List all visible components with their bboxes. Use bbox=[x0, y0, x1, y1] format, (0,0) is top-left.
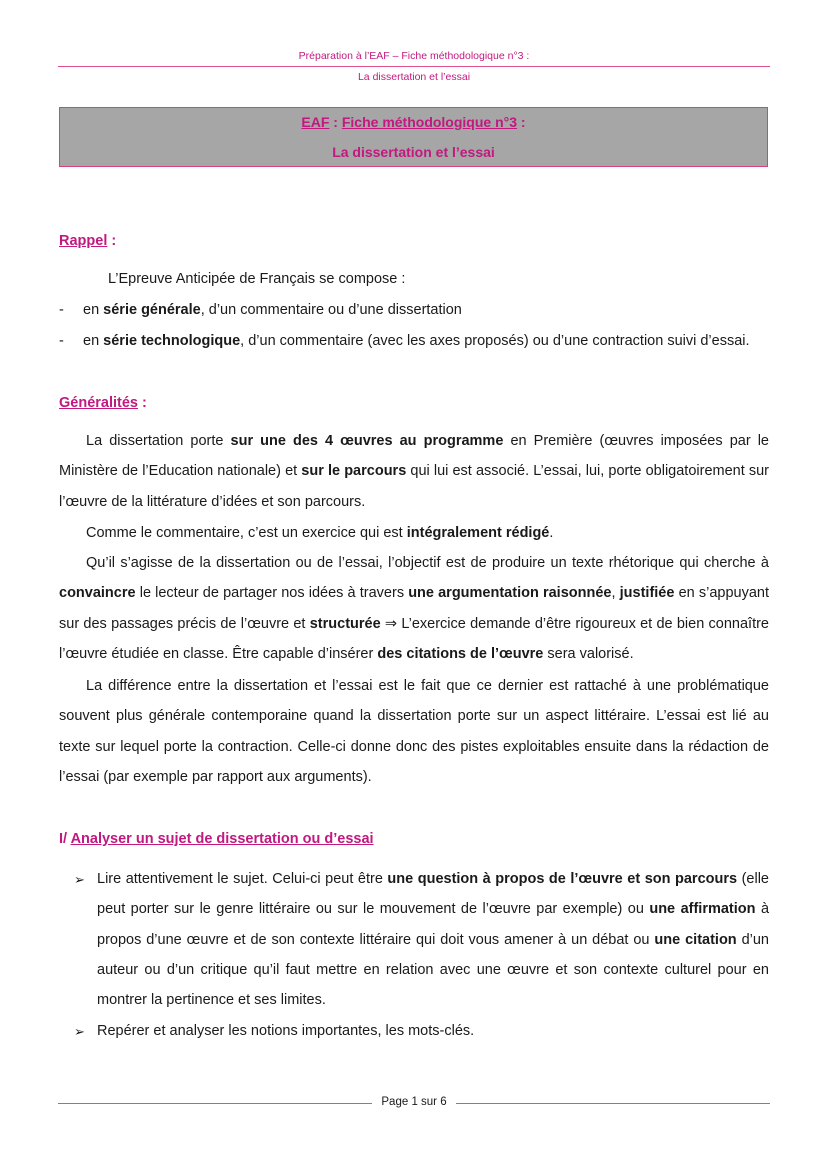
bold-run: sur le parcours bbox=[301, 463, 407, 480]
section1-bullet-2: Repérer et analyser les notions importantes, les mots-clés. bbox=[97, 1023, 475, 1039]
running-header-line1: Préparation à l’EAF – Fiche méthodologique n°3 : bbox=[298, 50, 530, 62]
generalites-heading-text: Généralités bbox=[59, 395, 138, 411]
title-sep: : bbox=[329, 114, 342, 130]
bold-run: justifiée bbox=[619, 585, 675, 602]
bold-run: convaincre bbox=[59, 585, 136, 602]
section1-heading bbox=[59, 831, 374, 847]
title-fiche: Fiche méthodologique n°3 bbox=[341, 114, 518, 130]
title-box bbox=[59, 107, 768, 167]
text-run: Comme le commentaire, c’est un exercice qui est bbox=[86, 525, 407, 541]
title-line2: La dissertation et l’essai bbox=[332, 144, 495, 160]
bold-run: structurée bbox=[309, 615, 381, 632]
page-footer bbox=[0, 1096, 828, 1108]
bold-run: une question à propos de l’œuvre et son parcours bbox=[387, 871, 738, 887]
rappel-heading-colon: : bbox=[107, 233, 117, 249]
text-run: sera valorisé. bbox=[543, 645, 634, 662]
rappel-item bbox=[83, 302, 462, 318]
text-run: , bbox=[611, 585, 620, 602]
title-line1 bbox=[60, 112, 767, 132]
generalites-paragraph-2 bbox=[59, 518, 769, 548]
bold-run: une citation bbox=[654, 931, 737, 948]
rappel-intro: L’Epreuve Anticipée de Français se compose : bbox=[108, 271, 406, 287]
arrow-bullet-icon: ➢ bbox=[74, 1024, 85, 1039]
generalites-paragraph-1 bbox=[59, 426, 769, 517]
text-run: le lecteur de partager nos idées à travers bbox=[135, 585, 409, 602]
text-run: en s’appuyant sur des passages précis de l’œuvre et bbox=[59, 585, 769, 632]
section1-number: I/ bbox=[59, 831, 71, 847]
rappel-item-pre: en bbox=[83, 302, 104, 318]
text-run: . bbox=[549, 525, 554, 541]
bold-run: des citations de l’œuvre bbox=[377, 645, 544, 662]
header-rule bbox=[58, 66, 770, 67]
rappel-item-dash: - bbox=[59, 302, 64, 318]
bold-run: une argumentation raisonnée bbox=[408, 585, 612, 602]
text-run: ⇒ L’exercice demande d’être rigoureux et de bien connaître l’œuvre étudiée en classe. Être capable d’insérer bbox=[59, 615, 769, 662]
rappel-item-bold: série technologique bbox=[103, 333, 241, 349]
rappel-item-bold: série générale bbox=[103, 302, 201, 318]
rappel-item-post: , d’un commentaire (avec les axes proposés) ou d’une contraction suivi d’essai. bbox=[240, 333, 750, 349]
rappel-heading bbox=[59, 233, 116, 249]
arrow-bullet-icon: ➢ bbox=[74, 872, 85, 887]
running-header-line2: La dissertation et l’essai bbox=[357, 71, 471, 83]
bold-run: sur une des 4 œuvres au programme bbox=[230, 433, 504, 449]
title-eaf: EAF bbox=[301, 114, 330, 130]
text-run: La différence entre la dissertation et l’essai est le fait que ce dernier est rattaché à une problématique souvent plus générale contemporaine quand la dissertation porte sur un aspect littéraire. L’essai est lié au texte sur lequel porte la contraction. Celle-ci donne donc des pistes exploitables ensuite dans la rédaction de l’essai (par exemple par rapport aux arguments). bbox=[59, 678, 769, 785]
text-run: d’un auteur ou d’un critique qu’il faut mettre en relation avec une œuvre et son contexte culturel pour en montrer la pertinence et ses limites. bbox=[97, 931, 769, 1009]
rappel-item-dash: - bbox=[59, 333, 64, 349]
section1-heading-text: Analyser un sujet de dissertation ou d’essai bbox=[70, 831, 374, 847]
bold-run: intégralement rédigé bbox=[406, 525, 550, 541]
rappel-item-pre: en bbox=[83, 333, 104, 349]
rappel-item bbox=[83, 333, 750, 349]
text-run: La dissertation porte bbox=[86, 433, 231, 449]
text-run: Lire attentivement le sujet. Celui-ci peut être bbox=[97, 871, 388, 887]
section1-bullet-1 bbox=[97, 864, 769, 1015]
page-number: Page 1 sur 6 bbox=[373, 1096, 454, 1108]
text-run: à propos d’une œuvre et de son contexte littéraire qui doit vous amener à un débat ou bbox=[97, 901, 770, 948]
generalites-paragraph-4 bbox=[59, 671, 769, 792]
generalites-heading bbox=[59, 395, 147, 411]
text-run: (elle peut porter sur le genre littéraire ou sur le mouvement de l’œuvre par exemple) ou bbox=[97, 871, 769, 918]
title-colon: : bbox=[517, 114, 526, 130]
text-run: qui lui est associé. L’essai, lui, porte obligatoirement sur l’œuvre de la littérature d’idées et son parcours. bbox=[59, 463, 770, 510]
bold-run: une affirmation bbox=[649, 901, 756, 918]
generalites-heading-colon: : bbox=[138, 395, 147, 411]
text-run: Qu’il s’agisse de la dissertation ou de l’essai, l’objectif est de produire un texte rhétorique qui cherche à bbox=[86, 555, 769, 571]
rappel-heading-text: Rappel bbox=[59, 233, 108, 249]
generalites-paragraph-3 bbox=[59, 548, 769, 669]
rappel-item-post: , d’un commentaire ou d’une dissertation bbox=[200, 302, 462, 318]
text-run: en Première (œuvres imposées par le Ministère de l’Education nationale) et bbox=[59, 433, 769, 480]
